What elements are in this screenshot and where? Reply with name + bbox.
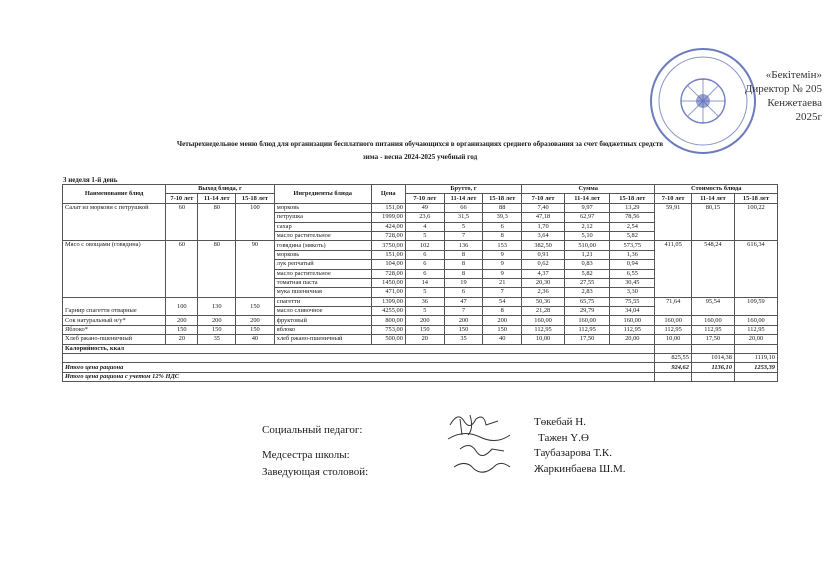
social-pedagogue-label: Социальный педагог:	[262, 424, 363, 436]
sum-cell: 29,79	[565, 307, 610, 316]
cost-cell: 10,00	[655, 335, 692, 344]
sum-cell: 21,28	[522, 307, 565, 316]
header-age: 15-18 лет	[734, 194, 777, 203]
dish-name: Сок натуральный н/у*	[63, 316, 166, 325]
brutto-cell: 9	[483, 250, 522, 259]
brutto-cell: 47	[444, 297, 483, 306]
sum-cell: 5,82	[565, 269, 610, 278]
vat-total-label: Итого цена рациона с учетом 12% НДС	[63, 372, 655, 381]
brutto-cell: 39,3	[483, 213, 522, 222]
yield-cell: 100	[166, 297, 198, 316]
brutto-cell: 5	[405, 288, 444, 297]
ingredient-cell: хлеб ржано-пшеничный	[274, 335, 371, 344]
brutto-cell: 6	[405, 269, 444, 278]
approval-line-3: Кенжетаева	[767, 97, 822, 109]
sum-cell: 382,50	[522, 241, 565, 250]
sum-cell: 65,75	[565, 297, 610, 306]
brutto-cell: 23,6	[405, 213, 444, 222]
sum-cell: 3,64	[522, 231, 565, 240]
price-cell: 424,00	[371, 222, 405, 231]
sum-cell: 0,83	[565, 260, 610, 269]
cost-cell: 20,00	[734, 335, 777, 344]
sum-cell: 20,00	[610, 335, 655, 344]
week-day-label: 3 неделя 1-й день	[63, 176, 118, 184]
menu-table	[62, 184, 778, 382]
brutto-cell: 153	[483, 241, 522, 250]
brutto-cell: 20	[405, 335, 444, 344]
sum-cell: 160,00	[522, 316, 565, 325]
price-cell: 151,00	[371, 203, 405, 212]
brutto-cell: 7	[483, 288, 522, 297]
approval-line-1: «Бекітемін»	[765, 69, 822, 81]
yield-cell: 130	[198, 297, 236, 316]
cost-cell: 71,64	[655, 297, 692, 316]
ingredient-cell: сахар	[274, 222, 371, 231]
sum-cell: 0,62	[522, 260, 565, 269]
title-line-1: Четырехнедельное меню блюд для организации бесплатного питания обучающихся в организациях среднего образования за счет бюджетных средств	[176, 140, 664, 148]
price-cell: 1999,00	[371, 213, 405, 222]
sum-cell: 5,82	[610, 231, 655, 240]
social-pedagogue-name-2: Тажен Ү.Ө	[538, 432, 589, 444]
yield-cell: 150	[166, 325, 198, 334]
ingredient-cell: спагетти	[274, 297, 371, 306]
nurse-name: Таубазарова Т.К.	[534, 447, 612, 459]
ingredient-cell: петрушка	[274, 213, 371, 222]
brutto-cell: 5	[444, 222, 483, 231]
cost-cell: 160,00	[691, 316, 734, 325]
price-cell: 3750,00	[371, 241, 405, 250]
brutto-cell: 200	[483, 316, 522, 325]
dish-name: Яблоко*	[63, 325, 166, 334]
cost-cell: 100,22	[734, 203, 777, 241]
brutto-cell: 21	[483, 278, 522, 287]
yield-cell: 20	[166, 335, 198, 344]
ingredient-cell: мука пшеничная	[274, 288, 371, 297]
dish-name: Гарнир спагетти отварные	[63, 297, 166, 316]
brutto-cell: 5	[405, 231, 444, 240]
total-cell: 924,62	[655, 363, 692, 372]
brutto-cell: 6	[405, 250, 444, 259]
table-row	[63, 316, 778, 325]
sum-cell: 20,30	[522, 278, 565, 287]
sum-cell: 2,83	[565, 288, 610, 297]
dish-name: Салат из моркови с петрушкой	[63, 203, 166, 241]
header-age: 11-14 лет	[691, 194, 734, 203]
header-dish: Наименование блюд	[63, 185, 166, 204]
brutto-cell: 8	[483, 307, 522, 316]
table-row	[63, 335, 778, 344]
total-cell: 1136,10	[691, 363, 734, 372]
ingredient-cell: яблоко	[274, 325, 371, 334]
brutto-cell: 200	[405, 316, 444, 325]
header-ingredients: Ингредиенты блюда	[274, 185, 371, 204]
sum-cell: 5,10	[565, 231, 610, 240]
brutto-cell: 9	[483, 269, 522, 278]
total-row	[63, 363, 778, 372]
total-cell: 1253,39	[734, 363, 777, 372]
sum-cell: 10,00	[522, 335, 565, 344]
header-age: 7-10 лет	[166, 194, 198, 203]
sum-cell: 573,75	[610, 241, 655, 250]
cost-cell: 17,50	[691, 335, 734, 344]
header-age: 15-18 лет	[236, 194, 275, 203]
brutto-cell: 8	[483, 231, 522, 240]
sum-cell: 112,95	[565, 325, 610, 334]
price-cell: 1450,00	[371, 278, 405, 287]
social-pedagogue-name-1: Төкебай Н.	[534, 416, 586, 428]
ingredient-cell: фруктовый	[274, 316, 371, 325]
sum-cell: 1,36	[610, 250, 655, 259]
sum-cell: 50,36	[522, 297, 565, 306]
cost-cell: 160,00	[734, 316, 777, 325]
header-age: 7-10 лет	[522, 194, 565, 203]
brutto-cell: 36	[405, 297, 444, 306]
table-row	[63, 203, 778, 212]
header-age: 15-18 лет	[483, 194, 522, 203]
brutto-cell: 40	[483, 335, 522, 344]
sum-cell: 4,37	[522, 269, 565, 278]
sum-cell: 2,54	[610, 222, 655, 231]
brutto-cell: 49	[405, 203, 444, 212]
sum-cell: 0,91	[522, 250, 565, 259]
cost-cell: 59,91	[655, 203, 692, 241]
cost-cell: 95,54	[691, 297, 734, 316]
brutto-cell: 14	[405, 278, 444, 287]
header-sum: Сумма	[522, 185, 655, 194]
yield-cell: 200	[166, 316, 198, 325]
brutto-cell: 200	[444, 316, 483, 325]
sum-cell: 1,70	[522, 222, 565, 231]
price-cell: 753,00	[371, 325, 405, 334]
ingredient-cell: масло растительное	[274, 269, 371, 278]
brutto-cell: 8	[444, 269, 483, 278]
dish-name: Мясо с овощами (говядина)	[63, 241, 166, 297]
price-cell: 800,00	[371, 316, 405, 325]
sum-cell: 510,00	[565, 241, 610, 250]
header-age: 7-10 лет	[655, 194, 692, 203]
brutto-cell: 35	[444, 335, 483, 344]
calories-row	[63, 344, 778, 353]
table-row	[63, 325, 778, 334]
brutto-cell: 5	[405, 307, 444, 316]
yield-cell: 150	[236, 297, 275, 316]
menu-title	[140, 138, 700, 164]
subtotal-cell: 1119,10	[734, 354, 777, 363]
header-age: 15-18 лет	[610, 194, 655, 203]
brutto-cell: 7	[444, 307, 483, 316]
sum-cell: 62,97	[565, 213, 610, 222]
calories-label: Калорийность, ккал	[63, 344, 655, 353]
sum-cell: 160,00	[565, 316, 610, 325]
brutto-cell: 102	[405, 241, 444, 250]
header-age: 11-14 лет	[444, 194, 483, 203]
yield-cell: 150	[236, 325, 275, 334]
yield-cell: 200	[198, 316, 236, 325]
sum-cell: 30,45	[610, 278, 655, 287]
yield-cell: 150	[198, 325, 236, 334]
brutto-cell: 54	[483, 297, 522, 306]
sum-cell: 160,00	[610, 316, 655, 325]
price-cell: 4255,00	[371, 307, 405, 316]
price-cell: 1399,00	[371, 297, 405, 306]
brutto-cell: 150	[405, 325, 444, 334]
brutto-cell: 6	[405, 260, 444, 269]
ingredient-cell: морковь	[274, 250, 371, 259]
sum-cell: 0,94	[610, 260, 655, 269]
brutto-cell: 6	[444, 288, 483, 297]
approval-line-4: 2025г	[795, 111, 822, 123]
brutto-cell: 7	[444, 231, 483, 240]
yield-cell: 80	[198, 203, 236, 241]
sum-cell: 78,56	[610, 213, 655, 222]
header-brutto: Брутто, г	[405, 185, 521, 194]
cost-cell: 160,00	[655, 316, 692, 325]
handwritten-signatures	[440, 405, 520, 483]
sum-cell: 27,55	[565, 278, 610, 287]
cost-cell: 112,95	[655, 325, 692, 334]
sum-cell: 1,21	[565, 250, 610, 259]
sum-cell: 3,30	[610, 288, 655, 297]
yield-cell: 100	[236, 203, 275, 241]
ingredient-cell: морковь	[274, 203, 371, 212]
header-age: 11-14 лет	[565, 194, 610, 203]
ingredient-cell: томатная паста	[274, 278, 371, 287]
yield-cell: 60	[166, 241, 198, 297]
sum-cell: 34,04	[610, 307, 655, 316]
header-age: 11-14 лет	[198, 194, 236, 203]
price-cell: 471,00	[371, 288, 405, 297]
yield-cell: 60	[166, 203, 198, 241]
brutto-cell: 8	[444, 250, 483, 259]
sum-cell: 7,40	[522, 203, 565, 212]
sum-cell: 47,18	[522, 213, 565, 222]
subtotal-cell: 1014,38	[691, 354, 734, 363]
price-cell: 151,00	[371, 250, 405, 259]
brutto-cell: 19	[444, 278, 483, 287]
dish-name: Хлеб ржано-пшеничный	[63, 335, 166, 344]
brutto-cell: 6	[483, 222, 522, 231]
header-yield: Выход блюда, г	[166, 185, 275, 194]
subtotal-row	[63, 354, 778, 363]
yield-cell: 35	[198, 335, 236, 344]
header-cost: Стоимость блюда	[655, 185, 778, 194]
price-cell: 728,00	[371, 269, 405, 278]
ingredient-cell: лук репчатый	[274, 260, 371, 269]
yield-cell: 40	[236, 335, 275, 344]
brutto-cell: 8	[444, 260, 483, 269]
table-row	[63, 297, 778, 306]
cost-cell: 411,05	[655, 241, 692, 297]
vat-total-row	[63, 372, 778, 381]
sum-cell: 112,95	[522, 325, 565, 334]
brutto-cell: 150	[444, 325, 483, 334]
cost-cell: 616,34	[734, 241, 777, 297]
price-cell: 104,00	[371, 260, 405, 269]
brutto-cell: 66	[444, 203, 483, 212]
sum-cell: 75,55	[610, 297, 655, 306]
sum-cell: 112,95	[610, 325, 655, 334]
yield-cell: 200	[236, 316, 275, 325]
nurse-label: Медсестра школы:	[262, 449, 350, 461]
cost-cell: 548,24	[691, 241, 734, 297]
brutto-cell: 4	[405, 222, 444, 231]
brutto-cell: 31,5	[444, 213, 483, 222]
brutto-cell: 9	[483, 260, 522, 269]
brutto-cell: 88	[483, 203, 522, 212]
header-price: Цена	[371, 185, 405, 204]
sum-cell: 17,50	[565, 335, 610, 344]
ingredient-cell: говядина (мякоть)	[274, 241, 371, 250]
sum-cell: 9,97	[565, 203, 610, 212]
yield-cell: 90	[236, 241, 275, 297]
sum-cell: 6,55	[610, 269, 655, 278]
cost-cell: 109,59	[734, 297, 777, 316]
yield-cell: 80	[198, 241, 236, 297]
total-label: Итого цена рациона	[63, 363, 655, 372]
cost-cell: 112,95	[734, 325, 777, 334]
subtotal-cell: 825,55	[655, 354, 692, 363]
cost-cell: 112,95	[691, 325, 734, 334]
brutto-cell: 136	[444, 241, 483, 250]
approval-block	[642, 68, 822, 124]
canteen-head-label: Заведующая столовой:	[262, 466, 369, 478]
sum-cell: 13,29	[610, 203, 655, 212]
approval-line-2: Директор № 205	[744, 83, 822, 95]
cost-cell: 80,15	[691, 203, 734, 241]
price-cell: 500,00	[371, 335, 405, 344]
sum-cell: 2,36	[522, 288, 565, 297]
ingredient-cell: масло сливочное	[274, 307, 371, 316]
brutto-cell: 150	[483, 325, 522, 334]
ingredient-cell: масло растительное	[274, 231, 371, 240]
header-age: 7-10 лет	[405, 194, 444, 203]
title-line-2: зима - весна 2024-2025 учебный год	[362, 153, 478, 161]
table-row	[63, 241, 778, 250]
sum-cell: 2,12	[565, 222, 610, 231]
price-cell: 728,00	[371, 231, 405, 240]
canteen-head-name: Жаркинбаева Ш.М.	[534, 463, 626, 475]
